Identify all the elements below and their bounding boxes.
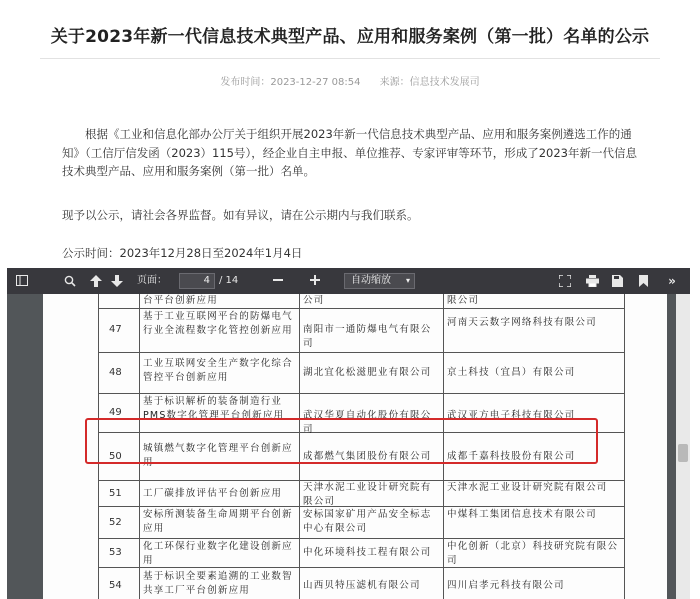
plus-icon[interactable] — [307, 272, 323, 290]
page-label: 页面： — [137, 275, 167, 286]
applicant: 中化环境科技工程有限公司 — [303, 547, 432, 558]
save-icon[interactable] — [609, 272, 625, 290]
fullscreen-icon[interactable] — [557, 272, 573, 290]
case-name: 安标所测装备生命周期平台创新应用 — [143, 509, 293, 534]
case-name: 化工环保行业数字化建设创新应用 — [143, 541, 293, 566]
tools-icon[interactable]: » — [668, 274, 676, 288]
article-meta — [0, 73, 700, 88]
applicant: 安标国家矿用产品安全标志中心有限公司 — [303, 509, 432, 534]
page-number-input[interactable]: 4 — [179, 273, 215, 289]
sidebar-icon[interactable] — [13, 272, 31, 290]
partner: 限公司 — [447, 295, 480, 306]
pdf-scrollbar[interactable] — [676, 294, 690, 599]
applicant: 公司 — [303, 295, 325, 306]
row-number: 54 — [109, 580, 122, 591]
chevron-down-icon: ▾ — [405, 276, 410, 285]
applicant: 武汉华夏自动化股份有限公司 — [303, 410, 432, 435]
partner: 武汉亚方电子科技有限公司 — [447, 410, 576, 421]
print-icon[interactable] — [584, 272, 600, 290]
source: 来源：信息技术发展司 — [379, 77, 480, 88]
applicant: 天津水泥工业设计研究院有限公司 — [303, 482, 432, 507]
case-name: 基于工业互联网平台的防爆电气行业全流程数字化管控创新应用 — [143, 311, 293, 336]
case-name: 工业互联网安全生产数字化综合管控平台创新应用 — [143, 358, 293, 383]
case-name: 台平台创新应用 — [143, 295, 218, 306]
zoom-select[interactable] — [344, 273, 415, 289]
paragraph-public-notice: 现予以公示，请社会各界监督。如有异议，请在公示期内与我们联系。 — [62, 208, 419, 222]
row-number: 51 — [109, 488, 122, 499]
partner: 中煤科工集团信息技术有限公司 — [447, 509, 597, 520]
applicant: 南阳市一通防爆电气有限公司 — [303, 324, 432, 349]
pdf-toolbar — [7, 268, 690, 294]
applicant: 成都燃气集团股份有限公司 — [303, 451, 432, 462]
title-divider — [40, 58, 660, 59]
row-number: 53 — [109, 547, 122, 558]
row-number: 50 — [109, 451, 122, 462]
minus-icon[interactable] — [270, 272, 286, 290]
paragraph-notice-basis: 根据《工业和信息化部办公厅关于组织开展2023年新一代信息技术典型产品、应用和服务案例遴选工作的通知》（工信厅信发函（2023）115号），经企业自主申报、单位推荐、专家评审等环节，形成了2023年新一代信息技术典型产品、应用和服务案例（第一批）名单。 — [62, 127, 637, 178]
partner: 中化创新（北京）科技研究院有限公司 — [447, 541, 619, 566]
arrow-up-icon[interactable] — [87, 272, 105, 290]
applicant: 山西贝特压滤机有限公司 — [303, 580, 421, 591]
zoom-value: 自动缩放 — [351, 275, 391, 286]
table-border — [624, 294, 625, 599]
article-title: 关于2023年新一代信息技术典型产品、应用和服务案例（第一批）名单的公示 — [50, 27, 650, 47]
publish-time: 发布时间：2023-12-27 08:54 — [220, 77, 361, 88]
row-border — [98, 308, 624, 309]
case-name: 城镇燃气数字化管理平台创新应用 — [143, 443, 293, 468]
case-name: 工厂碳排放评估平台创新应用 — [143, 488, 283, 499]
applicant: 湖北宜化松滋肥业有限公司 — [303, 367, 432, 378]
page-total: / 14 — [219, 275, 239, 286]
partner: 河南天云数字网络科技有限公司 — [447, 317, 597, 328]
scroll-thumb[interactable] — [678, 444, 688, 462]
paragraph-notice-period: 公示时间：2023年12月28日至2024年1月4日 — [62, 246, 303, 260]
row-number: 47 — [109, 324, 122, 335]
search-icon[interactable] — [61, 272, 79, 290]
row-border — [98, 393, 624, 394]
bookmark-icon[interactable] — [635, 272, 651, 290]
partner: 天津水泥工业设计研究院有限公司 — [447, 482, 608, 493]
partner: 四川启孝元科技有限公司 — [447, 580, 565, 591]
partner: 京土科技（宜昌）有限公司 — [447, 367, 576, 378]
case-name: 基于标识全要素追溯的工业数智共享工厂平台创新应用 — [143, 571, 293, 596]
row-50-highlight-box — [85, 418, 598, 464]
row-border — [98, 352, 624, 353]
row-border — [98, 538, 624, 539]
partner: 成都千嘉科技股份有限公司 — [447, 451, 576, 462]
arrow-down-icon[interactable] — [108, 272, 126, 290]
row-number: 52 — [109, 517, 122, 528]
row-number: 48 — [109, 367, 122, 378]
row-number: 49 — [109, 407, 122, 418]
case-name: 基于标识解析的装备制造行业PMS数字化管理平台创新应用 — [143, 396, 285, 421]
